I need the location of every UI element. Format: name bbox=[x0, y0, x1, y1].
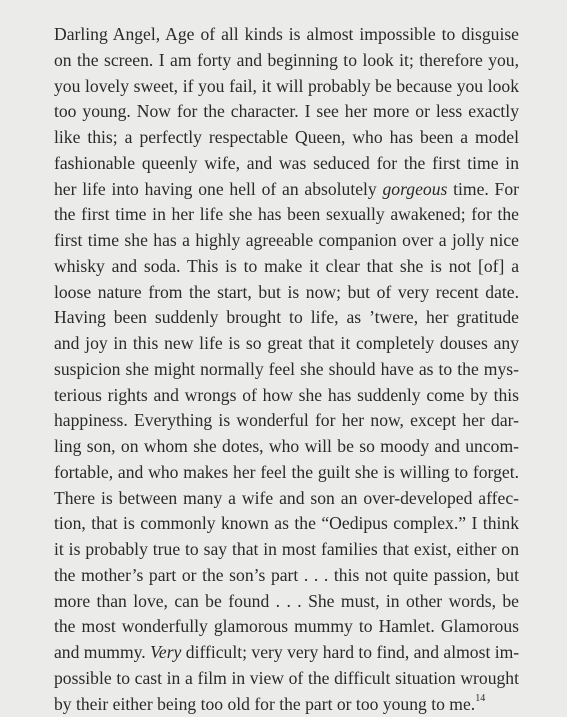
text-line: and joy in this new life is so great that it completely douses any bbox=[54, 331, 519, 357]
text-line: whisky and soda. This is to make it clear that she is not [of] a bbox=[54, 254, 519, 280]
text-line: suspicion she might normally feel she should have as to the mys- bbox=[54, 357, 519, 383]
text-line: too young. Now for the character. I see her more or less exactly bbox=[54, 99, 519, 125]
text-line: the first time in her life she has been sexually awakened; for the bbox=[54, 202, 519, 228]
text-line: ling son, on whom she dotes, who will be so moody and uncom- bbox=[54, 434, 519, 460]
text-line: fortable, and who makes her feel the guilt she is willing to forget. bbox=[54, 460, 519, 486]
text-line: her life into having one hell of an absolutely gorgeous time. For bbox=[54, 177, 519, 203]
emphasis-text: gorgeous bbox=[383, 179, 448, 199]
text-line: like this; a perfectly respectable Queen, who has been a model bbox=[54, 125, 519, 151]
text-line: on the screen. I am forty and beginning to look it; therefore you, bbox=[54, 48, 519, 74]
text-line: it is probably true to say that in most families that exist, either on bbox=[54, 537, 519, 563]
text-line: more than love, can be found . . . She must, in other words, be bbox=[54, 589, 519, 615]
emphasis-text: Very bbox=[150, 642, 181, 662]
footnote-marker: 14 bbox=[475, 693, 485, 704]
text-line: terious rights and wrongs of how she has suddenly come by this bbox=[54, 383, 519, 409]
text-line: and mummy. Very difficult; very very hard to find, and almost im- bbox=[54, 640, 519, 666]
text-line: first time she has a highly agreeable companion over a jolly nice bbox=[54, 228, 519, 254]
text-line: you lovely sweet, if you fail, it will probably be because you look bbox=[54, 74, 519, 100]
text-line: Having been suddenly brought to life, as ’twere, her gratitude bbox=[54, 305, 519, 331]
text-line: the most wonderfully glamorous mummy to Hamlet. Glamorous bbox=[54, 614, 519, 640]
text-line: Darling Angel, Age of all kinds is almost impossible to disguise bbox=[54, 22, 519, 48]
text-line: the mother’s part or the son’s part . . . this not quite passion, but bbox=[54, 563, 519, 589]
text-line: loose nature from the start, but is now; but of very recent date. bbox=[54, 280, 519, 306]
text-line: tion, that is commonly known as the “Oedipus complex.” I think bbox=[54, 511, 519, 537]
text-line: fashionable queenly wife, and was seduced for the first time in bbox=[54, 151, 519, 177]
text-line: by their either being too old for the part or too young to me.$^{14}$ bbox=[54, 692, 519, 717]
letter-text bbox=[54, 22, 519, 717]
text-line: possible to cast in a film in view of the difficult situation wrought bbox=[54, 666, 519, 692]
text-line: There is between many a wife and son an over-developed affec- bbox=[54, 486, 519, 512]
text-line: happiness. Everything is wonderful for her now, except her dar- bbox=[54, 408, 519, 434]
